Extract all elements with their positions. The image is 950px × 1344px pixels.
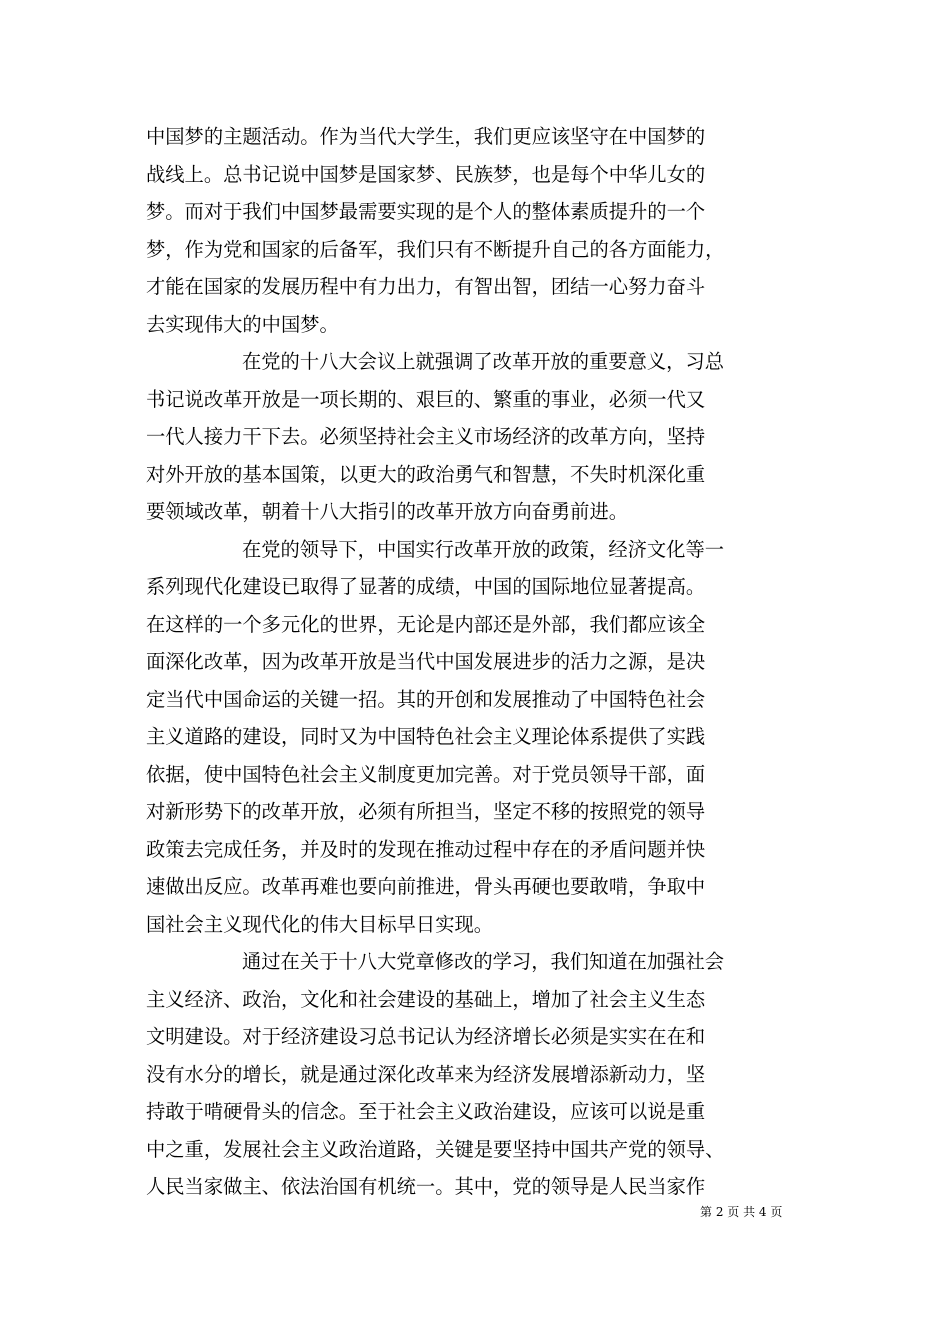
text-line: 主义道路的建设，同时又为中国特色社会主义理论体系提供了实践 xyxy=(146,725,706,748)
text-line: 在这样的一个多元化的世界，无论是内部还是外部，我们都应该全 xyxy=(146,612,706,636)
text-line: 主义经济、政治，文化和社会建设的基础上，增加了社会主义生态 xyxy=(146,987,706,1011)
page-number-footer: 第 2 页 共 4 页 xyxy=(700,1205,783,1219)
text-line: 对新形势下的改革开放，必须有所担当，坚定不移的按照党的领导 xyxy=(146,800,706,823)
text-line: 一代人接力干下去。必须坚持社会主义市场经济的改革方向，坚持 xyxy=(146,425,706,448)
text-line: 文明建设。对于经济建设习总书记认为经济增长必须是实实在在和 xyxy=(146,1025,706,1048)
text-line: 定当代中国命运的关键一招。其的开创和发展推动了中国特色社会 xyxy=(146,687,706,711)
paragraph-first-line: 在党的十八大会议上就强调了改革开放的重要意义，习总 xyxy=(242,350,725,373)
text-line: 面深化改革，因为改革开放是当代中国发展进步的活力之源，是决 xyxy=(146,650,706,673)
text-line: 中国梦的主题活动。作为当代大学生，我们更应该坚守在中国梦的 xyxy=(146,125,706,148)
text-line: 梦。而对于我们中国梦最需要实现的是个人的整体素质提升的一个 xyxy=(146,200,706,223)
text-line: 书记说改革开放是一项长期的、艰巨的、繁重的事业，必须一代又 xyxy=(146,387,706,411)
text-line: 梦，作为党和国家的后备军，我们只有不断提升自己的各方面能力， xyxy=(146,237,725,261)
text-line: 没有水分的增长，就是通过深化改革来为经济发展增添新动力，坚 xyxy=(146,1062,706,1086)
paragraph-first-line: 在党的领导下，中国实行改革开放的政策，经济文化等一 xyxy=(242,537,725,561)
text-line: 系列现代化建设已取得了显著的成绩，中国的国际地位显著提高。 xyxy=(146,575,706,598)
body-text xyxy=(146,118,808,1206)
text-line: 要领域改革，朝着十八大指引的改革开放方向奋勇前进。 xyxy=(146,500,629,523)
paragraph-first-line: 通过在关于十八大党章修改的学习，我们知道在加强社会 xyxy=(242,950,725,973)
text-line: 政策去完成任务，并及时的发现在推动过程中存在的矛盾问题并快 xyxy=(146,837,706,861)
text-line: 速做出反应。改革再难也要向前推进，骨头再硬也要敢啃，争取中 xyxy=(146,875,706,898)
text-line: 去实现伟大的中国梦。 xyxy=(146,312,339,336)
text-line: 持敢于啃硬骨头的信念。至于社会主义政治建设，应该可以说是重 xyxy=(146,1100,706,1123)
text-line: 战线上。总书记说中国梦是国家梦、民族梦，也是每个中华儿女的 xyxy=(146,162,706,186)
text-line: 依据，使中国特色社会主义制度更加完善。对于党员领导干部，面 xyxy=(146,762,706,786)
text-line: 才能在国家的发展历程中有力出力，有智出智，团结一心努力奋斗 xyxy=(146,275,706,298)
text-line: 国社会主义现代化的伟大目标早日实现。 xyxy=(146,912,494,936)
text-line: 人民当家做主、依法治国有机统一。其中，党的领导是人民当家作 xyxy=(146,1175,706,1198)
text-line: 中之重，发展社会主义政治道路，关键是要坚持中国共产党的领导、 xyxy=(146,1137,725,1161)
text-line: 对外开放的基本国策，以更大的政治勇气和智慧，不失时机深化重 xyxy=(146,462,706,486)
